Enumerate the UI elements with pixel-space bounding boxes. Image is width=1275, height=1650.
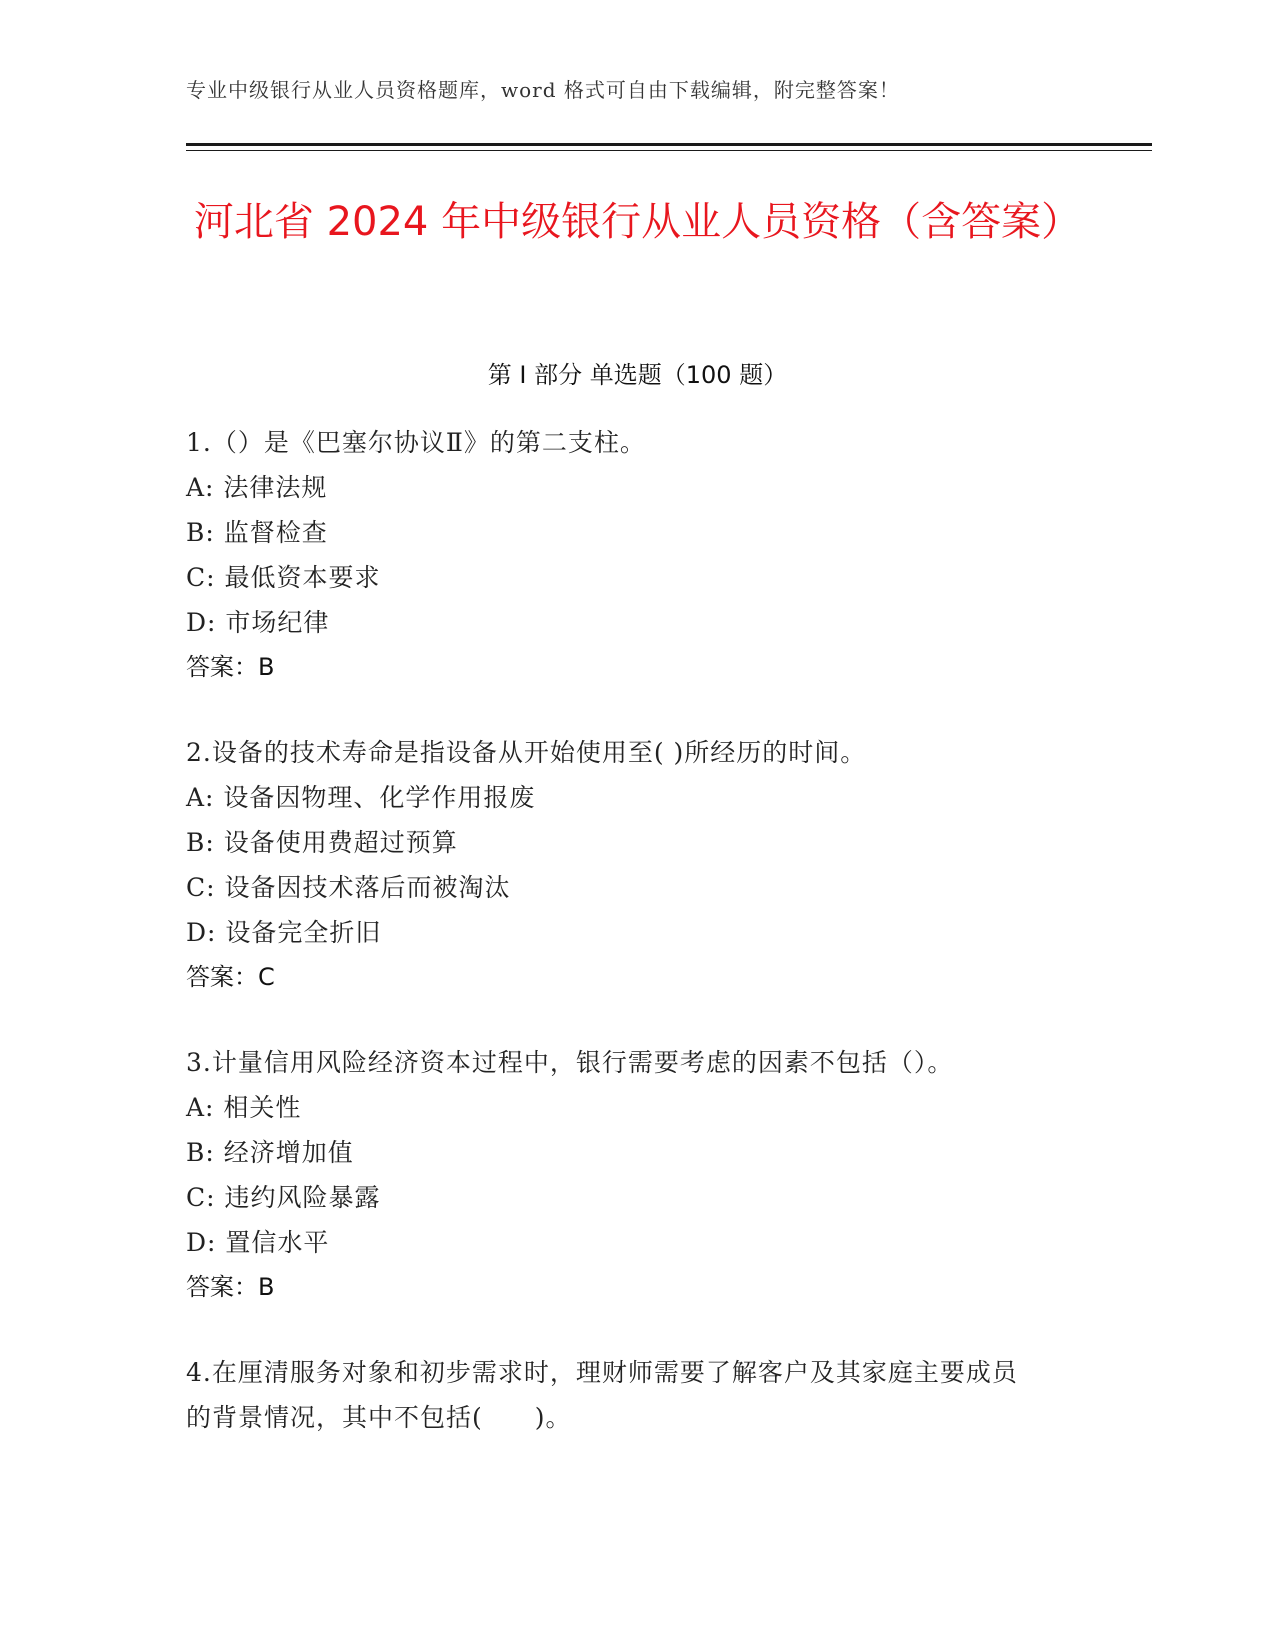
document-title: 河北省 2024 年中级银行从业人员资格（含答案） [193, 199, 1082, 245]
option-c: C: 设备因技术落后而被淘汰 [186, 873, 511, 902]
option-d: D: 置信水平 [186, 1228, 330, 1257]
option-c: C: 违约风险暴露 [186, 1183, 381, 1212]
header-note: 专业中级银行从业人员资格题库，word 格式可自由下载编辑，附完整答案！ [186, 78, 900, 102]
header-divider-thin [186, 150, 1152, 151]
answer: 答案：C [186, 963, 275, 991]
question-stem: 1.（）是《巴塞尔协议Ⅱ》的第二支柱。 [186, 428, 646, 457]
option-a: A: 相关性 [186, 1093, 302, 1122]
question-3 [186, 1040, 1086, 1310]
answer: 答案：B [186, 1273, 275, 1301]
option-b: B: 经济增加值 [186, 1138, 354, 1167]
option-b: B: 监督检查 [186, 518, 328, 547]
option-c: C: 最低资本要求 [186, 563, 381, 592]
option-a: A: 设备因物理、化学作用报废 [186, 783, 536, 812]
option-d: D: 市场纪律 [186, 608, 330, 637]
question-stem: 4.在厘清服务对象和初步需求时，理财师需要了解客户及其家庭主要成员的背景情况，其中不包括( )。 [186, 1358, 1018, 1432]
option-d: D: 设备完全折旧 [186, 918, 382, 947]
option-a: A: 法律法规 [186, 473, 328, 502]
answer: 答案：B [186, 653, 275, 681]
option-b: B: 设备使用费超过预算 [186, 828, 458, 857]
question-stem: 2.设备的技术寿命是指设备从开始使用至( )所经历的时间。 [186, 738, 867, 767]
question-4 [186, 1350, 1036, 1440]
question-1 [186, 420, 1086, 690]
question-stem: 3.计量信用风险经济资本过程中，银行需要考虑的因素不包括（）。 [186, 1048, 954, 1077]
header-divider-thick [186, 143, 1152, 146]
question-2 [186, 730, 1086, 1000]
section-title: 第 I 部分 单选题（100 题） [487, 361, 788, 389]
